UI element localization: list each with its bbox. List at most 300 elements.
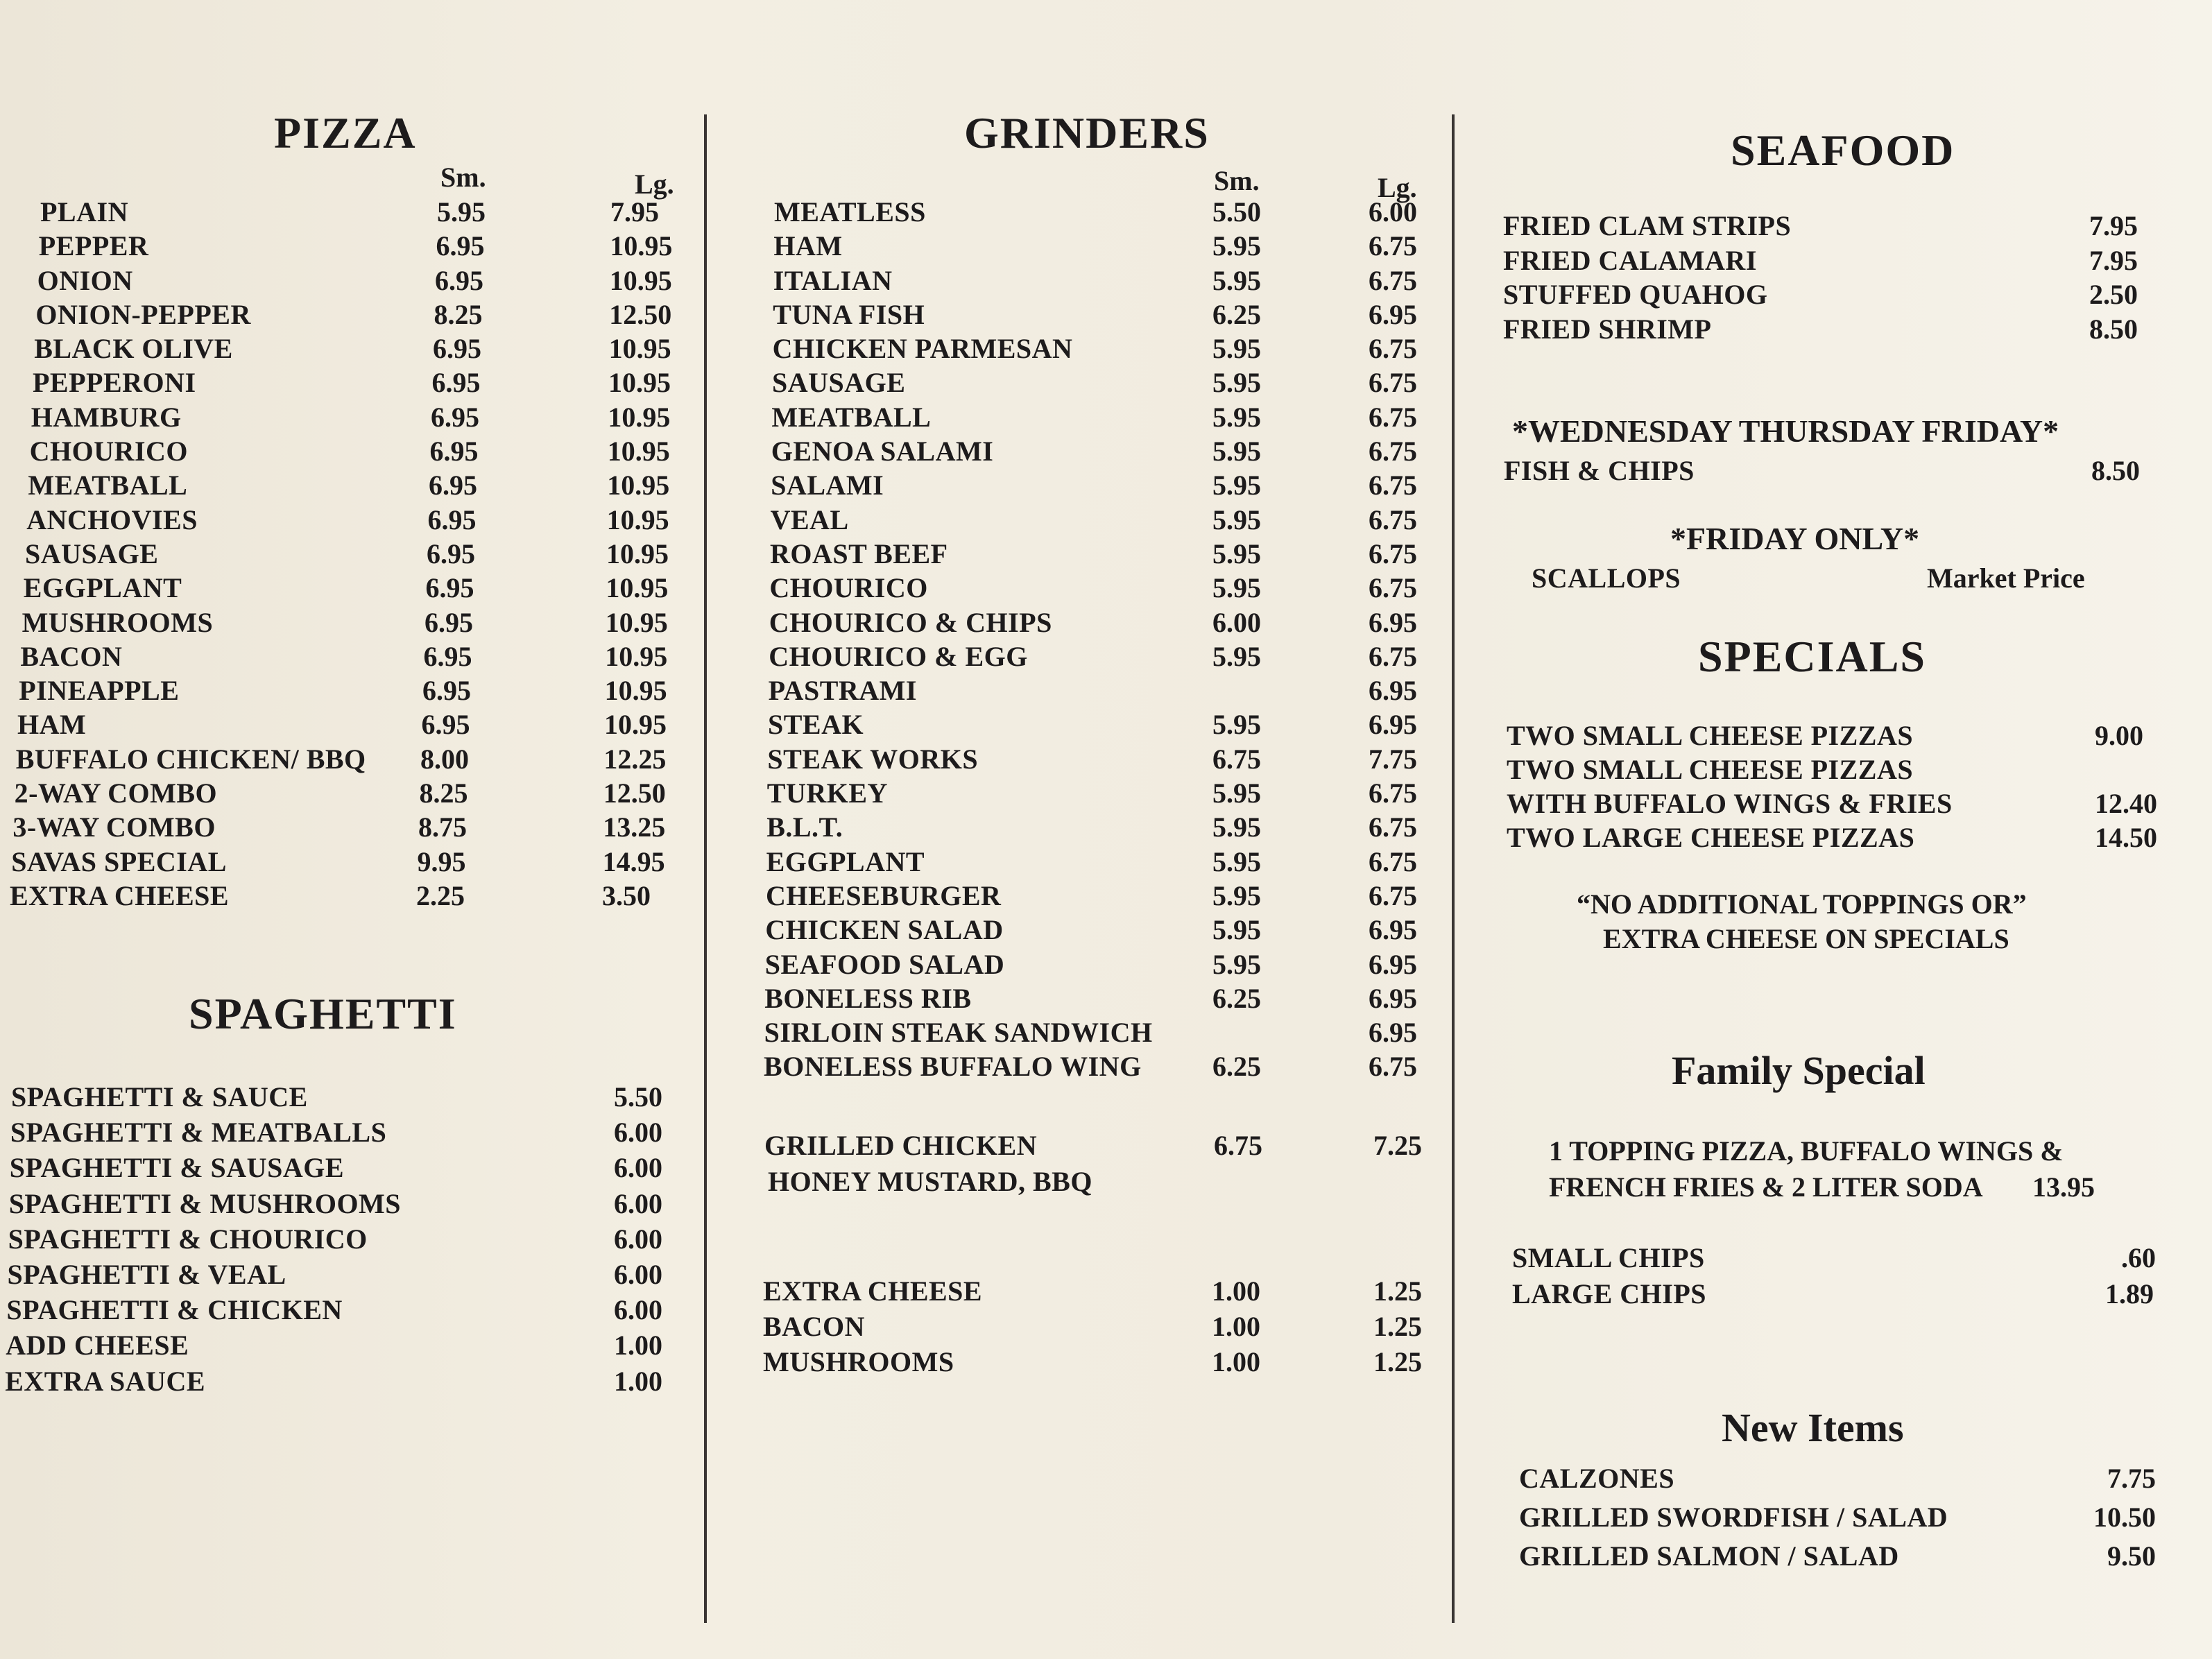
grilled-chicken-lg: 7.25 — [1373, 1130, 1422, 1161]
pizza-row — [0, 606, 704, 640]
seafood-row-name: FRIED CALAMARI — [1503, 244, 1757, 276]
seafood-row — [1457, 313, 2212, 347]
grinder-row-sm: 5.95 — [1212, 777, 1261, 809]
grinder-row-sm: 6.00 — [1212, 606, 1261, 638]
grinder-row-lg: 6.95 — [1369, 606, 1417, 638]
pizza-row-lg: 10.95 — [608, 401, 671, 433]
grilled-chicken-sauces: HONEY MUSTARD, BBQ — [768, 1166, 1092, 1197]
spaghetti-row-name: SPAGHETTI & CHICKEN — [6, 1294, 343, 1326]
new-item-row-name: CALZONES — [1519, 1463, 1675, 1494]
spaghetti-row-name: SPAGHETTI & MUSHROOMS — [8, 1187, 402, 1219]
grinder-row-lg: 6.95 — [1369, 675, 1417, 707]
grinder-row — [708, 366, 1453, 400]
pizza-row — [0, 366, 704, 400]
grinder-row-lg: 6.95 — [1369, 948, 1417, 980]
spaghetti-row — [0, 1329, 704, 1364]
pizza-row-name: ONION — [37, 264, 133, 296]
chips-row-name: SMALL CHIPS — [1512, 1242, 1705, 1273]
pizza-row-lg: 13.25 — [603, 811, 666, 843]
grinder-row-sm: 5.95 — [1212, 470, 1261, 501]
grinder-row-name: STEAK — [768, 709, 864, 741]
pizza-row-sm: 8.25 — [419, 777, 468, 809]
grinder-row-sm: 5.95 — [1212, 879, 1261, 911]
pizza-row-lg: 10.95 — [609, 264, 672, 296]
pizza-row-lg: 7.95 — [610, 196, 659, 227]
chips-row — [1457, 1278, 2212, 1314]
grinder-row-name: HAM — [773, 230, 843, 262]
grinder-row-sm: 5.95 — [1212, 572, 1261, 604]
pizza-row — [0, 230, 704, 264]
pizza-lg-header: Lg. — [635, 169, 674, 200]
grinder-row — [708, 811, 1453, 845]
grinder-row-name: CHOURICO & EGG — [769, 640, 1028, 672]
grinder-row-sm: 5.95 — [1212, 264, 1261, 296]
grinder-row-lg: 6.75 — [1369, 470, 1417, 501]
pizza-row-name: SAUSAGE — [25, 538, 159, 569]
grinder-row-name: CHOURICO & CHIPS — [769, 606, 1052, 638]
pizza-row-lg: 10.95 — [610, 230, 673, 262]
spaghetti-row — [0, 1081, 704, 1116]
spaghetti-row-price: 6.00 — [614, 1152, 662, 1184]
new-item-row — [1457, 1540, 2212, 1579]
grinder-row-lg: 6.75 — [1369, 230, 1417, 262]
grinder-row — [708, 435, 1453, 469]
grinder-row-lg: 6.75 — [1369, 538, 1417, 569]
pizza-row-name: MUSHROOMS — [22, 606, 214, 638]
pizza-row-lg: 10.95 — [606, 504, 669, 535]
spaghetti-row-name: SPAGHETTI & MEATBALLS — [10, 1117, 387, 1149]
pizza-row-sm: 9.95 — [417, 845, 466, 877]
grinder-row-name: TUNA FISH — [773, 298, 925, 330]
grinders-lg-header: Lg. — [1378, 172, 1417, 203]
new-item-row — [1457, 1501, 2212, 1540]
specials-list — [1457, 719, 2212, 855]
grinder-extra-row — [708, 1346, 1453, 1381]
grinder-row-name: SEAFOOD SALAD — [764, 948, 1005, 980]
pizza-list — [0, 196, 704, 913]
grinder-row-lg: 6.00 — [1369, 196, 1417, 227]
pizza-row-name: HAMBURG — [31, 401, 182, 433]
grinder-row-sm: 5.95 — [1212, 948, 1261, 980]
pizza-row — [0, 469, 704, 503]
pizza-row — [0, 879, 704, 913]
pizza-row — [0, 571, 704, 605]
pizza-row-sm: 6.95 — [429, 436, 479, 467]
family-special-heading: Family Special — [1672, 1048, 1926, 1093]
grinder-row-name: SIRLOIN STEAK SANDWICH — [764, 1017, 1153, 1049]
grinder-row-sm: 5.95 — [1212, 811, 1261, 843]
specials-row — [1457, 719, 2212, 753]
pizza-row-sm: 6.95 — [427, 504, 477, 535]
grinder-row-sm: 5.95 — [1212, 709, 1261, 741]
grinder-row-sm: 6.25 — [1212, 982, 1261, 1014]
grinder-row-sm: 5.95 — [1212, 436, 1261, 467]
grinders-extras-list — [708, 1275, 1453, 1381]
pizza-sm-header: Sm. — [440, 162, 486, 193]
pizza-row-name: ANCHOVIES — [26, 504, 198, 535]
grinder-row — [708, 845, 1453, 879]
specials-row-name: TWO SMALL CHEESE PIZZAS — [1507, 754, 1914, 785]
seafood-heading: SEAFOOD — [1731, 126, 1955, 175]
grinder-row-name: ITALIAN — [773, 264, 893, 296]
pizza-row-sm: 6.95 — [433, 333, 481, 365]
pizza-row-name: 3-WAY COMBO — [12, 811, 216, 843]
spaghetti-list — [0, 1081, 704, 1400]
pizza-row-sm: 6.95 — [421, 709, 470, 741]
specials-row — [1457, 821, 2212, 855]
grinder-extra-row-lg: 1.25 — [1373, 1275, 1422, 1307]
pizza-row-name: CHOURICO — [29, 436, 189, 467]
pizza-row-sm: 6.95 — [431, 401, 479, 433]
grinder-row — [708, 264, 1453, 298]
column-divider-left — [704, 114, 707, 1623]
grinder-row-sm: 5.50 — [1212, 196, 1261, 227]
seafood-row-price: 2.50 — [2089, 279, 2138, 310]
grinder-row-sm: 5.95 — [1212, 504, 1261, 535]
pizza-row-sm: 6.95 — [422, 675, 471, 707]
new-item-row-name: GRILLED SALMON / SALAD — [1519, 1540, 1899, 1572]
grinder-row-name: MEATLESS — [774, 196, 926, 227]
specials-heading: SPECIALS — [1698, 632, 1926, 681]
family-special-price: 13.95 — [2032, 1171, 2095, 1203]
grinder-extra-row-lg: 1.25 — [1373, 1346, 1422, 1377]
grinder-row — [708, 332, 1453, 366]
grinder-extra-row-name: MUSHROOMS — [763, 1346, 954, 1377]
grinder-row — [708, 504, 1453, 538]
grinder-row — [708, 708, 1453, 742]
grinder-row-name: TURKEY — [766, 777, 888, 809]
grinder-row — [708, 879, 1453, 913]
grinder-row-lg: 6.75 — [1369, 436, 1417, 467]
grinder-extra-row-sm: 1.00 — [1212, 1311, 1260, 1342]
pizza-row — [0, 332, 704, 366]
grinder-row-name: SALAMI — [771, 470, 884, 501]
grinder-row-sm: 6.25 — [1212, 1051, 1261, 1083]
new-items-list — [1457, 1462, 2212, 1579]
grinder-row — [708, 298, 1453, 332]
grinder-row — [708, 948, 1453, 982]
seafood-row-name: FRIED SHRIMP — [1503, 313, 1712, 345]
grinder-extra-row — [708, 1310, 1453, 1346]
pizza-row-lg: 10.95 — [608, 333, 671, 365]
grinder-row-sm: 5.95 — [1212, 538, 1261, 569]
new-item-row-price: 7.75 — [2107, 1463, 2156, 1494]
grilled-chicken-row — [708, 1129, 1453, 1163]
seafood-row-price: 7.95 — [2089, 244, 2138, 276]
seafood-row — [1457, 209, 2212, 244]
grinder-row-lg: 6.75 — [1369, 1051, 1417, 1083]
grinder-row — [708, 1050, 1453, 1084]
pizza-row — [0, 538, 704, 571]
grinder-row — [708, 743, 1453, 777]
grinder-row-name: STEAK WORKS — [767, 743, 979, 775]
grinder-row — [708, 196, 1453, 230]
grinder-row-name: CHEESEBURGER — [766, 879, 1002, 911]
grinder-row-name: ROAST BEEF — [770, 538, 948, 569]
grinder-row — [708, 1016, 1453, 1050]
pizza-row-sm: 8.25 — [434, 298, 483, 330]
grinders-heading: GRINDERS — [964, 108, 1210, 157]
grinder-row-name: VEAL — [770, 504, 849, 535]
new-items-heading: New Items — [1722, 1405, 1904, 1450]
grinder-extra-row-lg: 1.25 — [1373, 1311, 1422, 1342]
pizza-row-sm: 8.00 — [420, 743, 469, 775]
pizza-row-name: ONION-PEPPER — [35, 298, 251, 330]
spaghetti-row-price: 6.00 — [614, 1258, 662, 1290]
grinder-row-lg: 6.95 — [1369, 298, 1417, 330]
pizza-row — [0, 708, 704, 742]
grinders-sm-header: Sm. — [1214, 165, 1260, 196]
spaghetti-row-name: ADD CHEESE — [6, 1330, 189, 1361]
spaghetti-row — [0, 1258, 704, 1293]
spaghetti-row-price: 1.00 — [614, 1365, 662, 1397]
chips-row-price: .60 — [2121, 1242, 2156, 1273]
grinder-row-name: B.L.T. — [766, 811, 843, 843]
spaghetti-row-price: 5.50 — [614, 1081, 662, 1112]
grilled-chicken-sm: 6.75 — [1214, 1130, 1262, 1161]
grinder-row-sm: 5.95 — [1212, 401, 1261, 433]
grinder-row-lg: 6.95 — [1369, 1017, 1417, 1049]
pizza-row-sm: 6.95 — [425, 606, 473, 638]
pizza-row-name: PINEAPPLE — [19, 675, 180, 707]
pizza-row-name: BLACK OLIVE — [34, 333, 233, 365]
grinder-row-sm: 6.75 — [1212, 743, 1261, 775]
pizza-row-sm: 2.25 — [416, 879, 465, 911]
grinder-row-lg: 6.75 — [1369, 264, 1417, 296]
pizza-row-lg: 10.95 — [604, 709, 667, 741]
pizza-row-lg: 10.95 — [605, 640, 668, 672]
grinder-row-name: CHOURICO — [769, 572, 928, 604]
pizza-row-lg: 10.95 — [607, 470, 670, 501]
spaghetti-row-name: SPAGHETTI & SAUSAGE — [9, 1152, 344, 1184]
spaghetti-row-name: EXTRA SAUCE — [5, 1365, 206, 1397]
family-special-line1: 1 TOPPING PIZZA, BUFFALO WINGS & — [1549, 1135, 2064, 1167]
grinder-row-name: SAUSAGE — [772, 367, 906, 399]
pizza-heading: PIZZA — [274, 108, 417, 157]
spaghetti-row-price: 6.00 — [614, 1187, 662, 1219]
pizza-row-lg: 12.25 — [603, 743, 667, 775]
pizza-row — [0, 401, 704, 435]
pizza-row — [0, 777, 704, 811]
pizza-row-lg: 12.50 — [609, 298, 672, 330]
new-item-row-price: 9.50 — [2107, 1540, 2156, 1572]
grinder-row-sm: 5.95 — [1212, 230, 1261, 262]
scallops-name: SCALLOPS — [1532, 562, 1681, 594]
grinder-row — [708, 777, 1453, 811]
pizza-row-sm: 6.95 — [431, 367, 481, 399]
chips-row — [1457, 1241, 2212, 1278]
grinder-row — [708, 469, 1453, 503]
new-item-row-name: GRILLED SWORDFISH / SALAD — [1519, 1502, 1948, 1533]
chips-row-price: 1.89 — [2105, 1278, 2154, 1309]
grinder-row — [708, 230, 1453, 264]
grinders-list — [708, 196, 1453, 1085]
seafood-row-name: STUFFED QUAHOG — [1503, 279, 1768, 310]
spaghetti-row — [0, 1223, 704, 1258]
fish-chips-price: 8.50 — [2091, 455, 2140, 486]
pizza-row-name: MEATBALL — [28, 470, 188, 501]
pizza-row-name: SAVAS SPECIAL — [11, 845, 227, 877]
new-item-row — [1457, 1462, 2212, 1501]
specials-row-price: 14.50 — [2095, 822, 2157, 853]
grinder-row — [708, 571, 1453, 605]
grinder-extra-row-sm: 1.00 — [1212, 1346, 1260, 1377]
pizza-row-sm: 6.95 — [427, 538, 475, 569]
pizza-row-name: BACON — [20, 640, 123, 672]
grinder-row-lg: 6.75 — [1369, 811, 1417, 843]
grinder-row-lg: 6.95 — [1369, 982, 1417, 1014]
grinder-row-name: GENOA SALAMI — [771, 436, 994, 467]
scallops-price: Market Price — [1927, 562, 2085, 594]
menu-column-right — [1457, 0, 2212, 1659]
grinder-row — [708, 913, 1453, 947]
pizza-row-sm: 6.95 — [425, 572, 474, 604]
pizza-row-name: PLAIN — [40, 196, 128, 227]
grinder-row-name: CHICKEN SALAD — [765, 914, 1004, 946]
seafood-row — [1457, 244, 2212, 279]
spaghetti-row — [0, 1116, 704, 1151]
family-special-line2: FRENCH FRIES & 2 LITER SODA — [1549, 1171, 1983, 1203]
grilled-chicken-name: GRILLED CHICKEN — [764, 1130, 1038, 1161]
pizza-row-name: HAM — [17, 709, 87, 741]
friday-only-heading: *FRIDAY ONLY* — [1670, 521, 1920, 556]
pizza-row — [0, 674, 704, 708]
spaghetti-row — [0, 1187, 704, 1223]
spaghetti-heading: SPAGHETTI — [189, 989, 457, 1038]
specials-row — [1457, 787, 2212, 821]
pizza-row-sm: 5.95 — [437, 196, 486, 227]
pizza-row-lg: 10.95 — [608, 367, 671, 399]
spaghetti-row-name: SPAGHETTI & VEAL — [7, 1258, 286, 1290]
grinder-row-lg: 6.75 — [1369, 777, 1417, 809]
seafood-row-price: 7.95 — [2089, 210, 2138, 241]
grilled-chicken-sub-row — [708, 1165, 1453, 1199]
pizza-row-lg: 3.50 — [602, 879, 651, 911]
pizza-row-lg: 10.95 — [606, 538, 669, 569]
menu-column-left — [0, 0, 704, 1659]
grinder-row-lg: 6.95 — [1369, 914, 1417, 946]
pizza-row-sm: 6.95 — [423, 640, 472, 672]
spaghetti-row-name: SPAGHETTI & SAUCE — [11, 1081, 308, 1112]
grinder-row-name: BONELESS BUFFALO WING — [764, 1051, 1142, 1083]
spaghetti-row-price: 6.00 — [614, 1117, 662, 1149]
spaghetti-row — [0, 1151, 704, 1187]
grinder-row — [708, 538, 1453, 571]
pizza-row — [0, 845, 704, 879]
spaghetti-row-price: 6.00 — [614, 1223, 662, 1255]
specials-row-price: 12.40 — [2095, 788, 2157, 819]
grinder-row-name: CHICKEN PARMESAN — [772, 333, 1073, 365]
grinder-row — [708, 401, 1453, 435]
wtf-heading: *WEDNESDAY THURSDAY FRIDAY* — [1512, 413, 2059, 449]
grinder-extra-row-sm: 1.00 — [1212, 1275, 1260, 1307]
pizza-row-lg: 12.50 — [603, 777, 666, 809]
pizza-row — [0, 264, 704, 298]
grinder-extra-row-name: BACON — [763, 1311, 865, 1342]
pizza-row — [0, 196, 704, 230]
pizza-row-sm: 8.75 — [418, 811, 467, 843]
pizza-row — [0, 435, 704, 469]
pizza-row-sm: 6.95 — [436, 230, 485, 262]
grinder-row-lg: 6.75 — [1369, 367, 1417, 399]
spaghetti-row-price: 1.00 — [614, 1330, 662, 1361]
chips-list — [1457, 1241, 2212, 1314]
grinder-row-sm: 5.95 — [1212, 333, 1261, 365]
grinder-row-lg: 6.75 — [1369, 572, 1417, 604]
specials-note-line2: EXTRA CHEESE ON SPECIALS — [1603, 923, 2009, 954]
seafood-row-price: 8.50 — [2089, 313, 2138, 345]
grinder-row-lg: 6.75 — [1369, 504, 1417, 535]
new-item-row-price: 10.50 — [2093, 1502, 2156, 1533]
specials-row-name: TWO LARGE CHEESE PIZZAS — [1507, 822, 1915, 853]
grinder-row-lg: 6.75 — [1369, 401, 1417, 433]
grinder-row — [708, 606, 1453, 640]
pizza-row-lg: 10.95 — [605, 606, 668, 638]
spaghetti-row — [0, 1293, 704, 1329]
pizza-row — [0, 504, 704, 538]
chips-row-name: LARGE CHIPS — [1512, 1278, 1706, 1309]
seafood-row-name: FRIED CLAM STRIPS — [1503, 210, 1792, 241]
scallops-row — [1457, 562, 2212, 596]
grinder-row — [708, 640, 1453, 674]
grinder-row-sm: 5.95 — [1212, 367, 1261, 399]
specials-note-line1: “NO ADDITIONAL TOPPINGS OR” — [1577, 888, 2027, 920]
seafood-list — [1457, 209, 2212, 347]
grinder-row-sm: 5.95 — [1212, 914, 1261, 946]
grinder-row-lg: 6.75 — [1369, 879, 1417, 911]
pizza-row-lg: 14.95 — [602, 845, 665, 877]
pizza-row — [0, 811, 704, 845]
pizza-row-name: EGGPLANT — [23, 572, 182, 604]
grinder-row-lg: 6.75 — [1369, 333, 1417, 365]
pizza-row-name: PEPPERONI — [33, 367, 196, 399]
pizza-row — [0, 743, 704, 777]
specials-row — [1457, 753, 2212, 787]
grinder-row-lg: 6.75 — [1369, 640, 1417, 672]
pizza-row-sm: 6.95 — [435, 264, 483, 296]
grinder-row-sm: 5.95 — [1212, 640, 1261, 672]
pizza-row — [0, 640, 704, 674]
grinder-extra-row-name: EXTRA CHEESE — [763, 1275, 983, 1307]
grinder-row-sm: 6.25 — [1212, 298, 1261, 330]
pizza-row-name: 2-WAY COMBO — [14, 777, 218, 809]
grinder-row-name: MEATBALL — [771, 401, 932, 433]
grinder-row-lg: 6.95 — [1369, 709, 1417, 741]
specials-row-name: TWO SMALL CHEESE PIZZAS — [1507, 720, 1914, 751]
spaghetti-row-name: SPAGHETTI & CHOURICO — [8, 1223, 368, 1255]
pizza-row-lg: 10.95 — [604, 675, 667, 707]
grinder-row — [708, 674, 1453, 708]
pizza-row-name: EXTRA CHEESE — [10, 879, 230, 911]
pizza-row-lg: 10.95 — [607, 436, 670, 467]
grinder-row — [708, 982, 1453, 1016]
menu-column-middle — [708, 0, 1453, 1659]
pizza-row-sm: 6.95 — [429, 470, 477, 501]
fish-chips-name: FISH & CHIPS — [1504, 455, 1695, 486]
specials-row-name: WITH BUFFALO WINGS & FRIES — [1507, 788, 1953, 819]
fish-chips-row — [1457, 454, 2212, 488]
grinder-extra-row — [708, 1275, 1453, 1310]
grinder-row-sm: 5.95 — [1212, 845, 1261, 877]
pizza-row-lg: 10.95 — [606, 572, 669, 604]
pizza-row-name: PEPPER — [38, 230, 149, 262]
pizza-row-name: BUFFALO CHICKEN/ BBQ — [15, 743, 366, 775]
spaghetti-row — [0, 1365, 704, 1400]
spaghetti-row-price: 6.00 — [614, 1294, 662, 1326]
grinder-row-name: EGGPLANT — [766, 845, 925, 877]
seafood-row — [1457, 278, 2212, 313]
specials-row-price: 9.00 — [2095, 720, 2143, 751]
